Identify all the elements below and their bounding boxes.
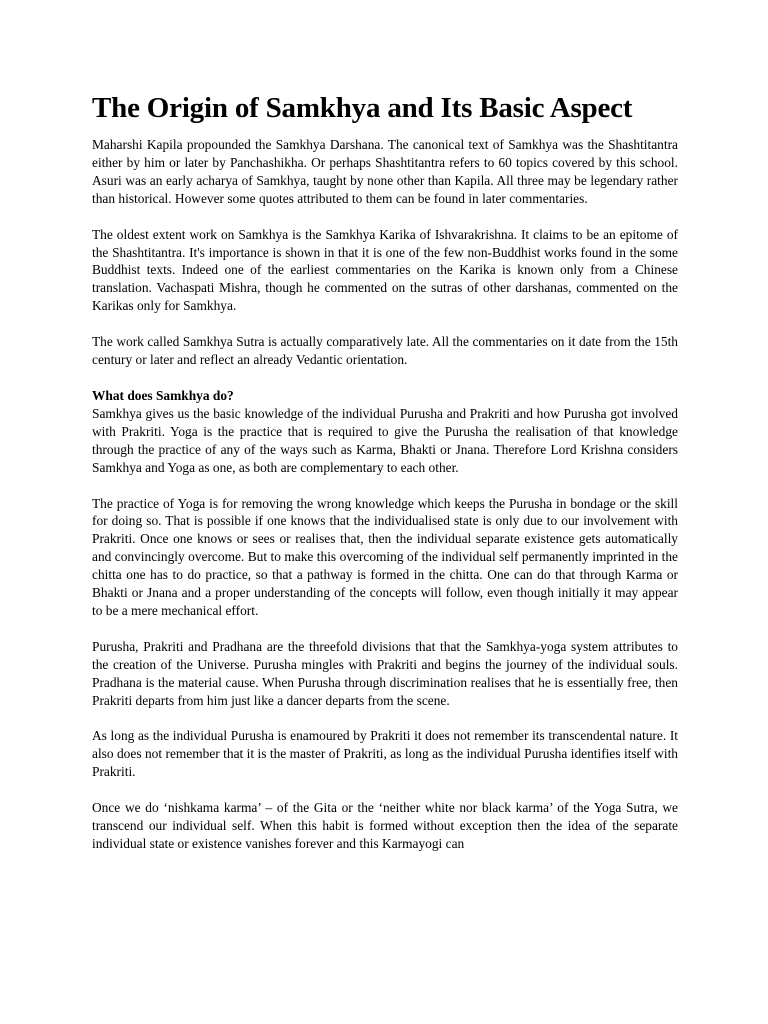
paragraph-nishkama-karma: Once we do ‘nishkama karma’ – of the Gita or the ‘neither white nor black karma’ of the Yoga Sutra, we transcend our individual self. When this habit is formed without exception then the idea of the separate individual state or existence vanishes forever and this Karmayogi can [92, 800, 678, 851]
document-page [92, 90, 678, 871]
paragraph-yoga-practice: The practice of Yoga is for removing the wrong knowledge which keeps the Purusha in bondage or the skill for doing so. That is possible if one knows that the individualised state is only due to our involvement with Prakriti. Once one knows or sees or realises that, then the individual separate existence gets automatically and convincingly overcome. But to make this overcoming of the individual self permanently imprinted in the chitta one has to do practice, so that a pathway is formed in the chitta. One can do that through Karma or Bhakti or Jnana and a proper understanding of the concepts will follow, even though initially it may appear to be a mere mechanical effort. [92, 495, 678, 618]
paragraph-samkhya-purpose: Samkhya gives us the basic knowledge of the individual Purusha and Prakriti and how Purusha got involved with Prakriti. Yoga is the practice that is required to give the Purusha the realisation of that knowledge through the practice of any of the ways such as Karma, Bhakti or Jnana. Therefore Lord Krishna considers Samkhya and Yoga as one, as both are complementary to each other. [92, 405, 678, 475]
paragraph-kapila: Maharshi Kapila propounded the Samkhya Darshana. The canonical text of Samkhya was the Shashtitantra either by him or later by Panchashikha. Or perhaps Shashtitantra refers to 60 topics covered by this school. Asuri was an early acharya of Samkhya, taught by none other than Kapila. All three may be legendary rather than historical. However some quotes attributed to them can be found in later commentaries. [92, 137, 678, 206]
section-heading: What does Samkhya do? [92, 387, 234, 403]
paragraph-threefold-divisions: Purusha, Prakriti and Pradhana are the threefold divisions that that the Samkhya-yoga system attributes to the creation of the Universe. Purusha mingles with Prakriti and begins the journey of the individual souls. Pradhana is the material cause. When Purusha through discrimination realises that he is essentially free, then Prakriti departs from him just like a dancer departs from the scene. [92, 638, 678, 708]
paragraph-enamoured-purusha: As long as the individual Purusha is enamoured by Prakriti it does not remember its transcendental nature. It also does not remember that it is the master of Prakriti, as long as the individual Purusha identifies itself with Prakriti. [92, 728, 678, 780]
paragraph-samkhya-karika: The oldest extent work on Samkhya is the Samkhya Karika of Ishvarakrishna. It claims to be an epitome of the Shashtitantra. It's importance is shown in that it is one of the few non-Buddhist works found in the some Buddhist texts. Indeed one of the earliest commentaries on the Karika is known only from a Chinese translation. Vachaspati Mishra, though he commented on the sutras of other darshanas, commented on the Karikas only for Samkhya. [92, 226, 678, 314]
paragraph-samkhya-sutra: The work called Samkhya Sutra is actually comparatively late. All the commentaries on it date from the 15th century or later and reflect an already Vedantic orientation. [92, 334, 678, 368]
page-title: The Origin of Samkhya and Its Basic Aspect [92, 92, 633, 124]
